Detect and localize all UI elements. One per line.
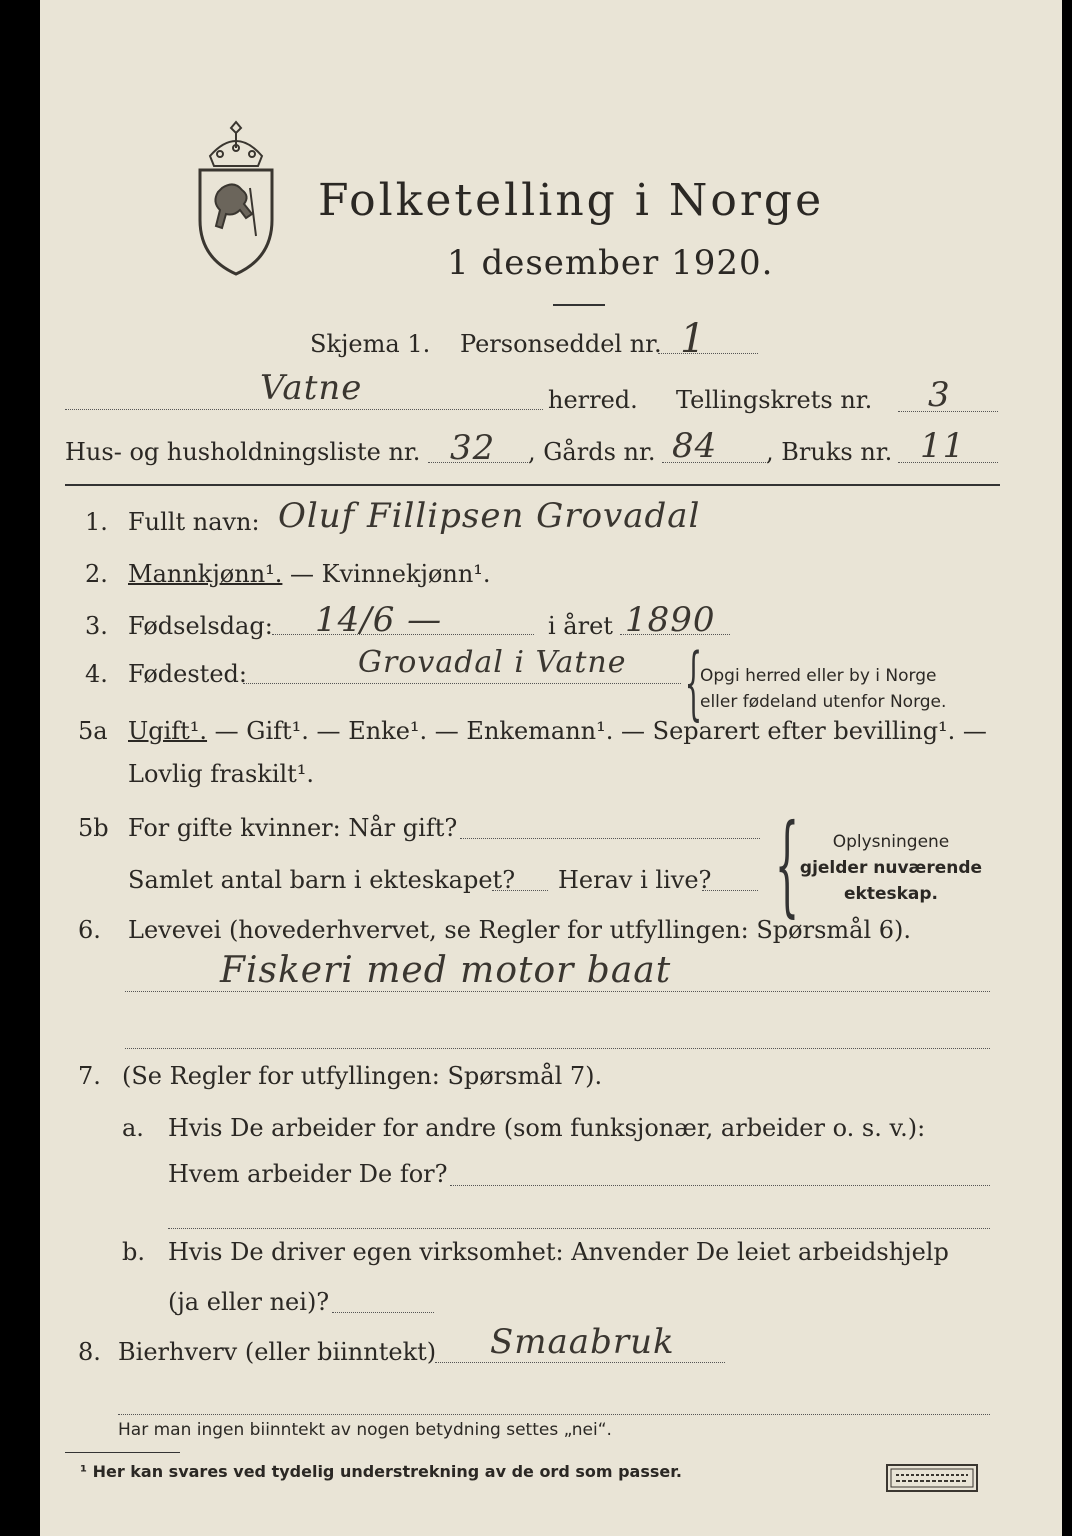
q7b-answer-line[interactable]	[332, 1312, 434, 1313]
q3-year-value[interactable]: 1890	[625, 600, 716, 640]
personseddel-value[interactable]: 1	[680, 316, 707, 362]
q8-line2[interactable]	[118, 1414, 990, 1415]
bruks-value[interactable]: 11	[920, 426, 966, 466]
personseddel-label: Personseddel nr.	[460, 330, 662, 358]
q3-year-label: i året	[548, 612, 613, 640]
q5a-ugift-option[interactable]: Ugift¹.	[128, 717, 208, 745]
herred-label: herred.	[548, 386, 638, 414]
bruks-label: , Bruks nr.	[766, 438, 893, 466]
q5b-note-line1: Oplysningene	[832, 832, 950, 852]
q2-gender-line	[128, 560, 491, 588]
herred-line	[65, 409, 543, 410]
q8-number: 8.	[78, 1338, 101, 1366]
q1-full-name-value[interactable]: Oluf Fillipsen Grovadal	[278, 496, 701, 536]
q7-number: 7.	[78, 1062, 101, 1090]
q8-label: Bierhverv (eller biinntekt)	[118, 1338, 437, 1366]
q6-number: 6.	[78, 916, 101, 944]
q5a-options	[128, 717, 987, 745]
herred-value[interactable]: Vatne	[260, 368, 363, 408]
personseddel-line	[658, 353, 758, 354]
q6-occupation-value[interactable]: Fiskeri med motor baat	[220, 950, 672, 991]
q5b-married-label: For gifte kvinner: Når gift?	[128, 814, 458, 842]
q1-number: 1.	[85, 508, 108, 536]
q5b-note-brace: {	[774, 800, 800, 928]
q2-separator: —	[282, 560, 322, 588]
q3-label: Fødselsdag:	[128, 612, 273, 640]
q6-line1	[125, 991, 990, 992]
q6-label: Levevei (hovederhvervet, se Regler for utfyllingen: Spørsmål 6).	[128, 916, 912, 944]
q2-female-option[interactable]: Kvinnekjønn¹.	[321, 560, 491, 588]
q2-male-option[interactable]: Mannkjønn¹.	[128, 560, 283, 588]
census-date: 1 desember 1920.	[447, 243, 774, 283]
norwegian-coat-of-arms-icon	[190, 118, 282, 276]
q7b-line1: Hvis De driver egen virksomhet: Anvender De leiet arbeidshjelp	[168, 1238, 949, 1266]
q6-line2[interactable]	[125, 1048, 990, 1049]
q7b-number: b.	[122, 1238, 145, 1266]
husliste-label: Hus- og husholdningsliste nr.	[65, 438, 421, 466]
tellingskrets-label: Tellingskrets nr.	[676, 386, 873, 414]
footnote: ¹ Her kan svares ved tydelig understrekning av de ord som passer.	[80, 1462, 682, 1481]
q3-number: 3.	[85, 612, 108, 640]
tellingskrets-value[interactable]: 3	[928, 375, 951, 415]
q5b-number: 5b	[78, 814, 109, 842]
q5b-married-line[interactable]	[460, 838, 760, 839]
q5b-children-line[interactable]	[492, 890, 548, 891]
form-title: Folketelling i Norge	[318, 175, 825, 226]
q7a-line2: Hvem arbeider De for?	[168, 1160, 448, 1188]
q5b-alive-line[interactable]	[702, 890, 758, 891]
q7a-line1: Hvis De arbeider for andre (som funksjonær, arbeider o. s. v.):	[168, 1114, 926, 1142]
q4-note-line1: Opgi herred eller by i Norge	[700, 666, 937, 686]
printer-stamp-icon	[886, 1464, 978, 1492]
q4-birthplace-line	[243, 683, 681, 684]
q7a-employer-line[interactable]	[450, 1185, 990, 1186]
q5b-note-line2: gjelder nuværende	[799, 858, 983, 878]
q4-note-line2: eller fødeland utenfor Norge.	[700, 692, 947, 712]
q5a-other-options[interactable]: — Gift¹. — Enke¹. — Enkemann¹. — Separert efter bevilling¹. —	[207, 717, 987, 745]
q5b-children-label: Samlet antal barn i ekteskapet?	[128, 866, 516, 894]
q5a-number: 5a	[78, 717, 108, 745]
q7a-employer-line2[interactable]	[168, 1228, 990, 1229]
husliste-value[interactable]: 32	[450, 428, 496, 468]
q8-line	[435, 1362, 725, 1363]
q4-note-brace: {	[684, 636, 703, 729]
no-income-note: Har man ingen biinntekt av nogen betydning settes „nei“.	[118, 1420, 612, 1440]
q3-birthday-value[interactable]: 14/6 —	[315, 600, 443, 640]
q8-side-income-value[interactable]: Smaabruk	[490, 1322, 675, 1362]
footnote-divider	[65, 1452, 180, 1453]
q7a-number: a.	[122, 1114, 144, 1142]
q1-label: Fullt navn:	[128, 508, 260, 536]
q4-label: Fødested:	[128, 660, 247, 688]
census-form-page	[40, 0, 1062, 1536]
q5a-line2[interactable]: Lovlig fraskilt¹.	[128, 760, 315, 788]
q4-number: 4.	[85, 660, 108, 688]
q4-birthplace-value[interactable]: Grovadal i Vatne	[358, 645, 627, 680]
title-divider	[553, 304, 605, 306]
schema-label: Skjema 1.	[310, 330, 431, 358]
q5b-note-line3: ekteskap.	[843, 884, 938, 904]
q7-label: (Se Regler for utfyllingen: Spørsmål 7).	[122, 1062, 603, 1090]
q2-number: 2.	[85, 560, 108, 588]
gards-value[interactable]: 84	[672, 426, 718, 466]
q5b-alive-label: Herav i live?	[558, 866, 712, 894]
header-divider	[65, 484, 1000, 486]
q7b-line2: (ja eller nei)?	[168, 1288, 330, 1316]
gards-label: , Gårds nr.	[528, 438, 656, 466]
